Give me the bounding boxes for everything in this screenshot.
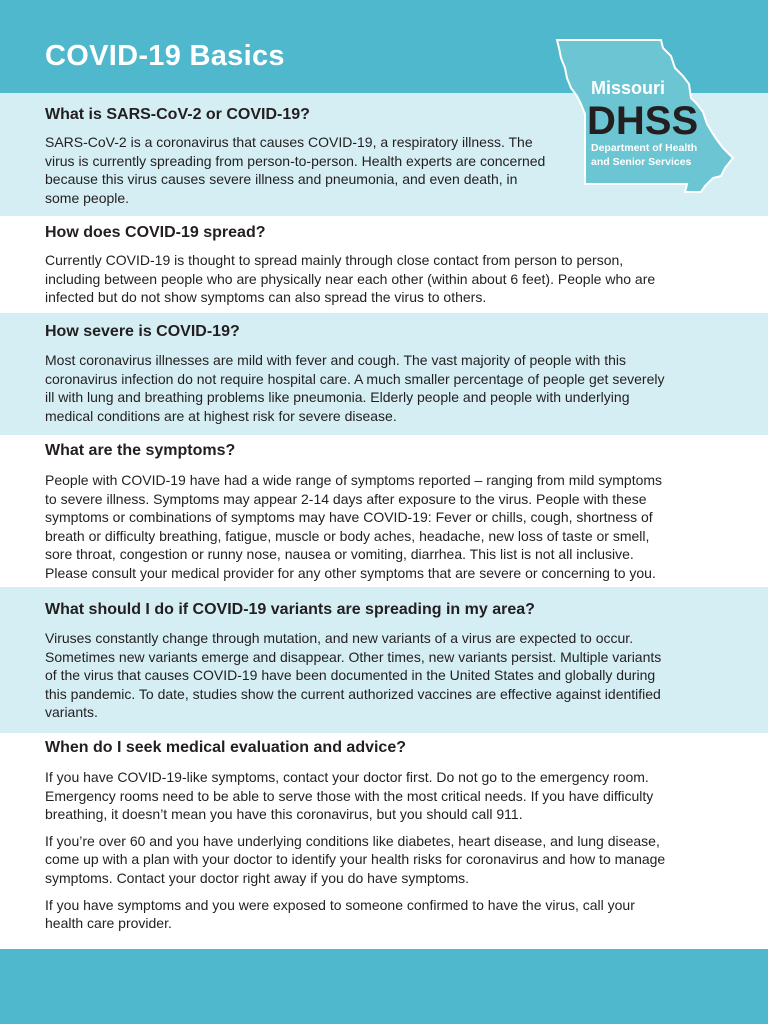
section-heading: When do I seek medical evaluation and advice? — [45, 739, 406, 756]
body-line: If you’re over 60 and you have underlying conditions like diabetes, heart disease, and lung disease, — [45, 832, 660, 849]
body-line: come up with a plan with your doctor to identify your health risks for coronavirus and how to manage — [45, 851, 666, 868]
body-line: coronavirus infection do not require hospital care. A much smaller percentage of people get severely — [45, 370, 665, 387]
section-paragraph — [45, 768, 728, 824]
body-line: breath or difficulty breathing, fatigue, muscle or body aches, headache, new loss of taste or smell, — [45, 527, 650, 544]
body-line: People with COVID-19 have had a wide range of symptoms reported – ranging from mild symptoms — [45, 472, 663, 488]
section-body — [45, 351, 728, 425]
body-line: of the virus that causes COVID-19 have been documented in the United States and globally during — [45, 667, 656, 684]
section-severity — [0, 313, 768, 435]
body-line: infected but do not show symptoms can also spread the virus to others. — [45, 289, 487, 306]
section-symptoms — [0, 435, 768, 587]
body-line: this pandemic. To date, studies show the current authorized vaccines are effective against identified — [45, 685, 661, 702]
body-line: symptoms. Contact your doctor right away if you do have symptoms. — [45, 869, 470, 886]
logo-agency: DHSS — [587, 99, 699, 143]
section-paragraph — [45, 832, 728, 888]
body-line: sore throat, congestion or runny nose, nausea or vomiting, diarrhea. This list is not all inclusive. — [45, 546, 634, 563]
body-line: SARS-CoV-2 is a coronavirus that causes COVID-19, a respiratory illness. The — [45, 134, 533, 150]
body-line: health care provider. — [45, 915, 172, 932]
logo-line-1: Department of Health — [591, 142, 698, 154]
body-line: Sometimes new variants emerge and disappear. Other times, new variants persist. Multiple variants — [45, 648, 662, 665]
page-title: COVID-19 Basics — [45, 40, 285, 72]
section-heading: What should I do if COVID-19 variants are spreading in my area? — [45, 601, 535, 618]
body-line: including between people who are physically near each other (within about 6 feet). People who are — [45, 270, 656, 287]
body-line: to severe illness. Symptoms may appear 2-14 days after exposure to the virus. People with these — [45, 490, 647, 507]
section-paragraph — [45, 896, 728, 933]
body-line: breathing, it doesn’t mean you have this coronavirus, but you should call 911. — [45, 806, 523, 823]
body-line: If you have COVID-19-like symptoms, contact your doctor first. Do not go to the emergency room. — [45, 769, 649, 785]
section-heading: How severe is COVID-19? — [45, 323, 240, 340]
logo-state-name: Missouri — [591, 78, 666, 98]
section-body — [45, 629, 728, 722]
section-heading: What are the symptoms? — [45, 442, 236, 459]
body-line: variants. — [45, 704, 98, 721]
section-spread — [0, 216, 768, 313]
footer-band — [0, 949, 768, 1024]
body-line: If you have symptoms and you were exposed to someone confirmed to have the virus, call your — [45, 896, 635, 913]
section-variants — [0, 587, 768, 733]
missouri-dhss-logo — [555, 38, 735, 194]
section-body — [45, 471, 728, 583]
body-line: Most coronavirus illnesses are mild with fever and cough. The vast majority of people with this — [45, 352, 627, 368]
logo-line-2: and Senior Services — [591, 156, 692, 168]
section-heading: What is SARS-CoV-2 or COVID-19? — [45, 106, 310, 123]
body-line: medical conditions are at highest risk for severe disease. — [45, 407, 397, 424]
section-body — [45, 251, 728, 307]
body-line: because this virus causes severe illness and pneumonia, and even death, in — [45, 171, 518, 188]
body-line: ill with lung and breathing problems like pneumonia. Elderly people and people with underlying — [45, 389, 630, 406]
body-line: Emergency rooms need to be able to serve those with the most critical needs. If you have difficulty — [45, 787, 654, 804]
body-line: symptoms or combinations of symptoms may have COVID-19: Fever or chills, cough, shortness of — [45, 509, 653, 526]
body-line: Please consult your medical provider for any other symptoms that are severe or concerning to you. — [45, 564, 656, 581]
section-heading: How does COVID-19 spread? — [45, 224, 266, 241]
body-line: virus is currently spreading from person-to-person. Health experts are concerned — [45, 152, 546, 169]
section-medical-advice — [0, 733, 768, 949]
body-line: Currently COVID-19 is thought to spread mainly through close contact from person to person, — [45, 252, 624, 268]
body-line: some people. — [45, 189, 130, 206]
body-line: Viruses constantly change through mutation, and new variants of a virus are expected to occur. — [45, 630, 634, 646]
